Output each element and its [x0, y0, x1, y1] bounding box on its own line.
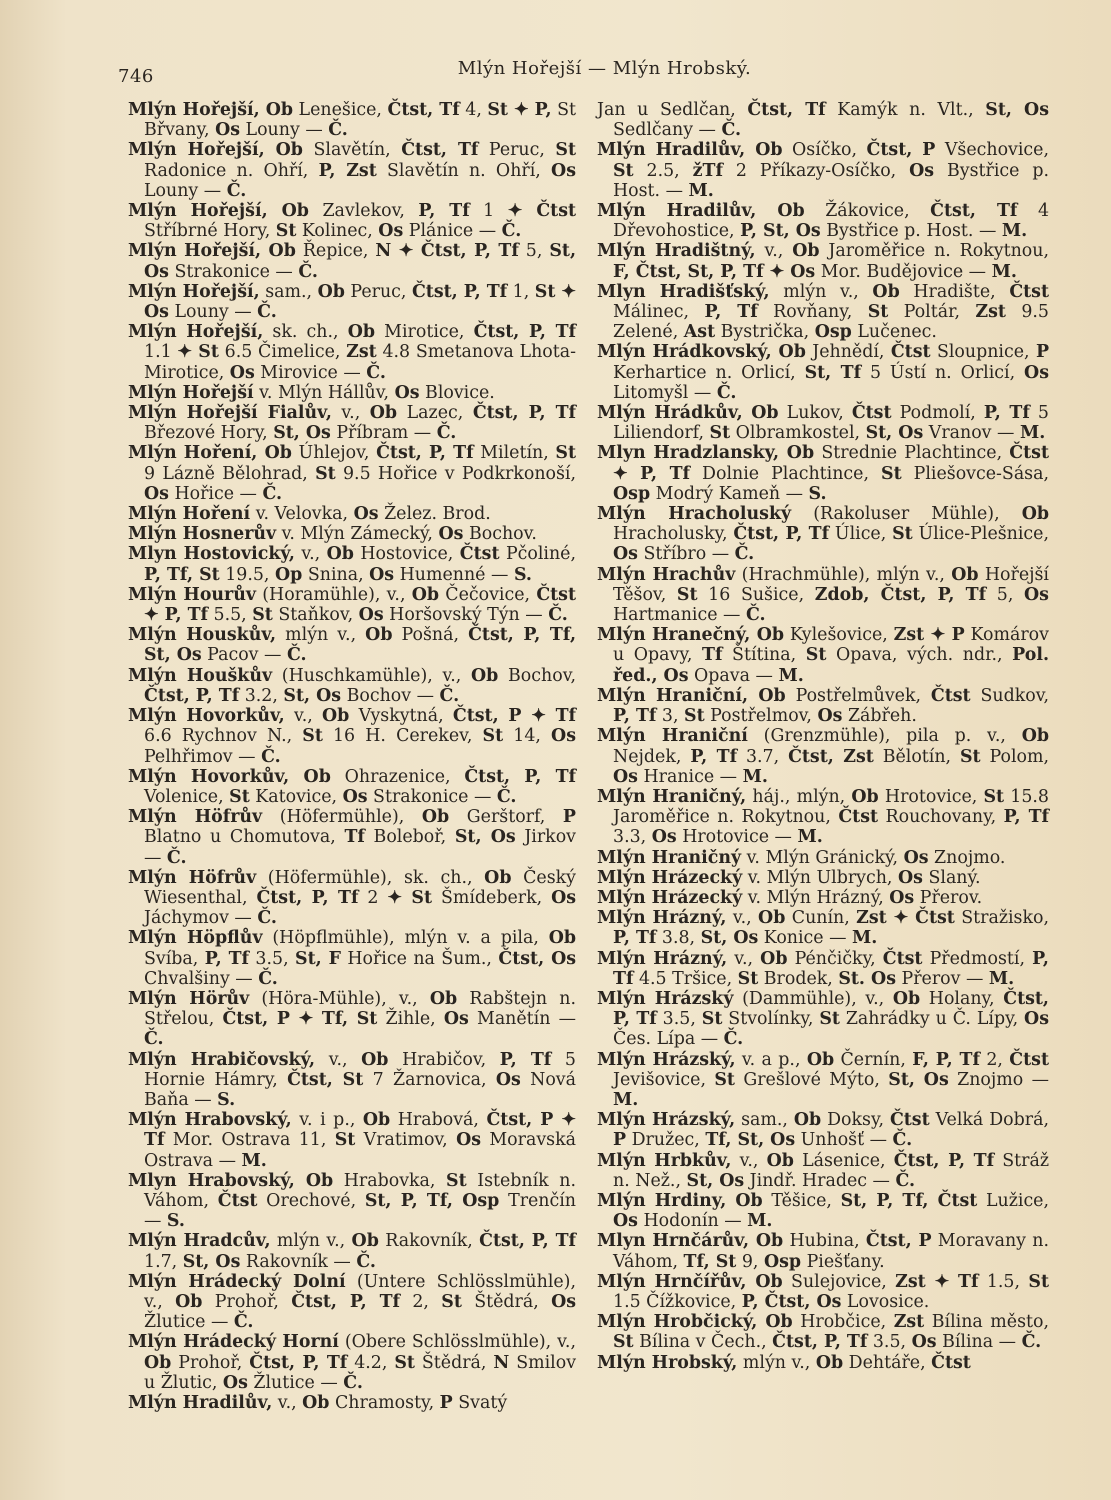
dictionary-entry: Mlýn Hourův (Horamühle), v., Ob Čečovice, Čtst ✦ P, Tf 5.5, St Staňkov, Os Horšovský Týn — Č.	[128, 584, 577, 626]
dictionary-entry: Mlýn Hrobský, mlýn v., Ob Dehtáře, Čtst	[597, 1352, 971, 1373]
page-header	[118, 58, 1051, 87]
dictionary-entry: Mlyn Hradišťský, mlýn v., Ob Hradište, Čtst Málinec, P, Tf Rovňany, St Poltár, Zst 9.5 Zelené, Ast Bystrička, Osp Lučenec.	[597, 281, 1050, 343]
dictionary-entry: Jan u Sedlčan, Čtst, Tf Kamýk n. Vlt., St, Os Sedlčany — Č.	[597, 100, 1049, 141]
dictionary-entry: Mlýn Houskův, mlýn v., Ob Pošná, Čtst, P, Tf, St, Os Pacov — Č.	[128, 625, 576, 666]
dictionary-entry: Mlýn Hovorkův, v., Ob Vyskytná, Čtst, P ✦ Tf 6.6 Rychnov N., St 16 H. Cerekev, St 14, Os Pelhřimov — Č.	[128, 706, 577, 767]
dictionary-entry: Mlýn Hrázský (Dammühle), v., Ob Holany, Čtst, P, Tf 3.5, St Stvolínky, St Zahrádky u Č. Lípy, Os Čes. Lípa — Č.	[597, 988, 1049, 1050]
dictionary-entry: Mlýn Hořejší Fialův, v., Ob Lazec, Čtst, P, Tf Březové Hory, St, Os Příbram — Č.	[128, 403, 576, 444]
dictionary-entry: Mlýn Hosnerův v. Mlýn Zámecký, Os Bochov.	[128, 524, 537, 545]
dictionary-entry: Mlýn Hracholuský (Rakoluser Mühle), Ob Hracholusky, Čtst, P, Tf Úlice, St Úlice-Plešnice, Os Stříbro — Č.	[597, 504, 1049, 565]
dictionary-entry: Mlýn Hrázský, sam., Ob Doksy, Čtst Velká Dobrá, P Družec, Tf, St, Os Unhošť — Č.	[597, 1110, 1049, 1151]
page-number: 746	[118, 66, 154, 87]
dictionary-entry: Mlýn Hraniční, Ob Postřelmůvek, Čtst Sudkov, P, Tf 3, St Postřelmov, Os Zábřeh.	[597, 685, 1050, 727]
dictionary-entry: Mlýn Hraničný v. Mlýn Gránický, Os Znojmo.	[597, 847, 1006, 868]
dictionary-entry: Mlýn Hradilův, v., Ob Chramosty, P Svatý	[128, 1393, 508, 1413]
dictionary-entry: Mlýn Hovorkův, Ob Ohrazenice, Čtst, P, Tf Volenice, St Katovice, Os Strakonice — Č.	[128, 766, 576, 807]
dictionary-entry: Mlýn Hradištný, v., Ob Jaroměřice n. Rokytnou, F, Čtst, St, P, Tf ✦ Os Mor. Budějovice — M.	[597, 241, 1049, 282]
dictionary-entry: Mlýn Hraničný, háj., mlýn, Ob Hrotovice, St 15.8 Jaroměřice n. Rokytnou, Čtst Rouchovany, P, Tf 3.3, Os Hrotovice — M.	[597, 786, 1049, 848]
dictionary-entry: Mlýn Höpflův (Höpflmühle), mlýn v. a pila, Ob Svíba, P, Tf 3.5, St, F Hořice na Šum., Čtst, Os Chvalšiny — Č.	[128, 928, 577, 989]
dictionary-entry: Mlýn Hořejší v. Mlýn Hállův, Os Blovice.	[128, 382, 495, 403]
left-column	[128, 100, 576, 1413]
dictionary-entry: Mlýn Hořejší, sam., Ob Peruc, Čtst, P, Tf 1, St ✦ Os Louny — Č.	[128, 281, 576, 323]
dictionary-entry: Mlýn Hrázecký v. Mlýn Ulbrych, Os Slaný.	[597, 867, 981, 888]
dictionary-entry: Mlýn Hrnčířův, Ob Sulejovice, Zst ✦ Tf 1.5, St 1.5 Čížkovice, P, Čtst, Os Lovosice.	[597, 1271, 1049, 1312]
dictionary-entry: Mlýn Hrabičovský, v., Ob Hrabičov, P, Tf 5 Hornie Hámry, Čtst, St 7 Žarnovica, Os Nová Baňa — S.	[128, 1049, 576, 1110]
dictionary-entry: Mlýn Hrázný, v., Ob Pénčičky, Čtst Předmostí, P, Tf 4.5 Tršice, St Brodek, St. Os Přerov — M.	[597, 948, 1049, 989]
dictionary-entry: Mlýn Hořejší, Ob Zavlekov, P, Tf 1 ✦ Čtst Stříbrné Hory, St Kolinec, Os Plánice — Č.	[128, 201, 577, 242]
dictionary-entry: Mlýn Hrdiny, Ob Těšice, St, P, Tf, Čtst Lužice, Os Hodonín — M.	[597, 1190, 1049, 1232]
dictionary-entry: Mlýn Houškův (Huschkamühle), v., Ob Bochov, Čtst, P, Tf 3.2, St, Os Bochov — Č.	[128, 665, 576, 706]
dictionary-entry: Mlýn Hraniční (Grenzmühle), pila p. v., Ob Nejdek, P, Tf 3.7, Čtst, Zst Bělotín, St Polom, Os Hranice — M.	[597, 726, 1050, 787]
dictionary-entry: Mlýn Hörův (Höra-Mühle), v., Ob Rabštejn n. Střelou, Čtst, P ✦ Tf, St Žihle, Os Manětín — Č.	[128, 988, 576, 1050]
dictionary-entry: Mlýn Hradcův, mlýn v., Ob Rakovník, Čtst, P, Tf 1.7, St, Os Rakovník — Č.	[128, 1231, 577, 1272]
dictionary-entry: Mlýn Hrázský, v. a p., Ob Černín, F, P, Tf 2, Čtst Jevišovice, St Grešlové Mýto, St, Os Znojmo — M.	[597, 1049, 1049, 1110]
right-column	[597, 100, 1049, 1373]
dictionary-entry: Mlýn Hranečný, Ob Kylešovice, Zst ✦ P Komárov u Opavy, Tf Štítina, St Opava, vých. ndr., Pol. řed., Os Opava — M.	[597, 625, 1049, 686]
dictionary-entry: Mlýn Hoření, Ob Úhlejov, Čtst, P, Tf Miletín, St 9 Lázně Bělohrad, St 9.5 Hořice v Podkrkonoší, Os Hořice — Č.	[128, 443, 577, 504]
dictionary-entry: Mlýn Hrádecký Dolní (Untere Schlösslmühle), v., Ob Prohoř, Čtst, P, Tf 2, St Štědrá, Os Žlutice — Č.	[128, 1271, 577, 1333]
dictionary-entry: Mlyn Hrabovský, Ob Hrabovka, St Istebník n. Váhom, Čtst Orechové, St, P, Tf, Osp Trenčín — S.	[128, 1170, 576, 1232]
dictionary-entry: Mlýn Hořejší, Ob Řepice, N ✦ Čtst, P, Tf 5, St, Os Strakonice — Č.	[128, 241, 577, 282]
dictionary-entry: Mlýn Hrobčický, Ob Hrobčice, Zst Bílina město, St Bílina v Čech., Čtst, P, Tf 3.5, Os Bílina — Č.	[597, 1312, 1049, 1353]
dictionary-entry: Mlyn Hrnčárův, Ob Hubina, Čtst, P Moravany n. Váhom, Tf, St 9, Osp Piešťany.	[597, 1231, 1049, 1272]
dictionary-entry: Mlýn Hořejší, sk. ch., Ob Mirotice, Čtst, P, Tf 1.1 ✦ St 6.5 Čimelice, Zst 4.8 Smetanova Lhota-Mirotice, Os Mirovice — Č.	[128, 322, 576, 383]
dictionary-entry: Mlýn Hoření v. Velovka, Os Želez. Brod.	[128, 504, 491, 525]
dictionary-entry: Mlýn Hrádecký Horní (Obere Schlösslmühle), v., Ob Prohoř, Čtst, P, Tf 4.2, St Štědrá, N Smilov u Žlutic, Os Žlutice — Č.	[128, 1332, 577, 1393]
dictionary-entry: Mlyn Hradzlansky, Ob Strednie Plachtince, Čtst ✦ P, Tf Dolnie Plachtince, St Pliešovce-Sása, Osp Modrý Kameň — S.	[597, 443, 1050, 504]
dictionary-entry: Mlyn Hostovický, v., Ob Hostovice, Čtst Pčoliné, P, Tf, St 19.5, Op Snina, Os Humenné — S.	[128, 544, 577, 585]
dictionary-entry: Mlýn Hrázecký v. Mlýn Hrázný, Os Přerov.	[597, 887, 983, 908]
running-title: Mlýn Hořejší — Mlýn Hrobský.	[457, 58, 752, 79]
dictionary-entry: Mlýn Höfrův (Höfermühle), sk. ch., Ob Český Wiesenthal, Čtst, P, Tf 2 ✦ St Šmídeberk, Os Jáchymov — Č.	[128, 867, 577, 929]
dictionary-entry: Mlýn Hradilův, Ob Žákovice, Čtst, Tf 4 Dřevohostice, P, St, Os Bystřice p. Host. — M.	[597, 201, 1050, 242]
dictionary-entry: Mlýn Hrádkovský, Ob Jehnědí, Čtst Sloupnice, P Kerhartice n. Orlicí, St, Tf 5 Ústí n. Orlicí, Os Litomyšl — Č.	[597, 342, 1050, 403]
dictionary-entry: Mlýn Hořejší, Ob Lenešice, Čtst, Tf 4, St ✦ P, St Břvany, Os Louny — Č.	[128, 100, 576, 141]
dictionary-entry: Mlýn Hrádkův, Ob Lukov, Čtst Podmolí, P, Tf 5 Liliendorf, St Olbramkostel, St, Os Vranov — M.	[597, 403, 1049, 444]
dictionary-entry: Mlýn Hradilův, Ob Osíčko, Čtst, P Všechovice, St 2.5, žTf 2 Příkazy-Osíčko, Os Bystřice p. Host. — M.	[597, 140, 1049, 201]
dictionary-entry: Mlýn Hrázný, v., Ob Cunín, Zst ✦ Čtst Stražisko, P, Tf 3.8, St, Os Konice — M.	[597, 908, 1049, 949]
dictionary-entry: Mlýn Hořejší, Ob Slavětín, Čtst, Tf Peruc, St Radonice n. Ohří, P, Zst Slavětín n. Ohří, Os Louny — Č.	[128, 140, 576, 201]
dictionary-entry: Mlýn Hrabovský, v. i p., Ob Hrabová, Čtst, P ✦ Tf Mor. Ostrava 11, St Vratimov, Os Moravská Ostrava — M.	[128, 1110, 576, 1171]
dictionary-entry: Mlýn Höfrův (Höfermühle), Ob Gerštorf, P Blatno u Chomutova, Tf Boleboř, St, Os Jirkov — Č.	[128, 807, 577, 868]
dictionary-entry: Mlýn Hrbkův, v., Ob Lásenice, Čtst, P, Tf Stráž n. Než., St, Os Jindř. Hradec — Č.	[597, 1150, 1050, 1191]
dictionary-entry: Mlýn Hrachův (Hrachmühle), mlýn v., Ob Hořejší Těšov, St 16 Sušice, Zdob, Čtst, P, Tf 5, Os Hartmanice — Č.	[597, 564, 1049, 626]
